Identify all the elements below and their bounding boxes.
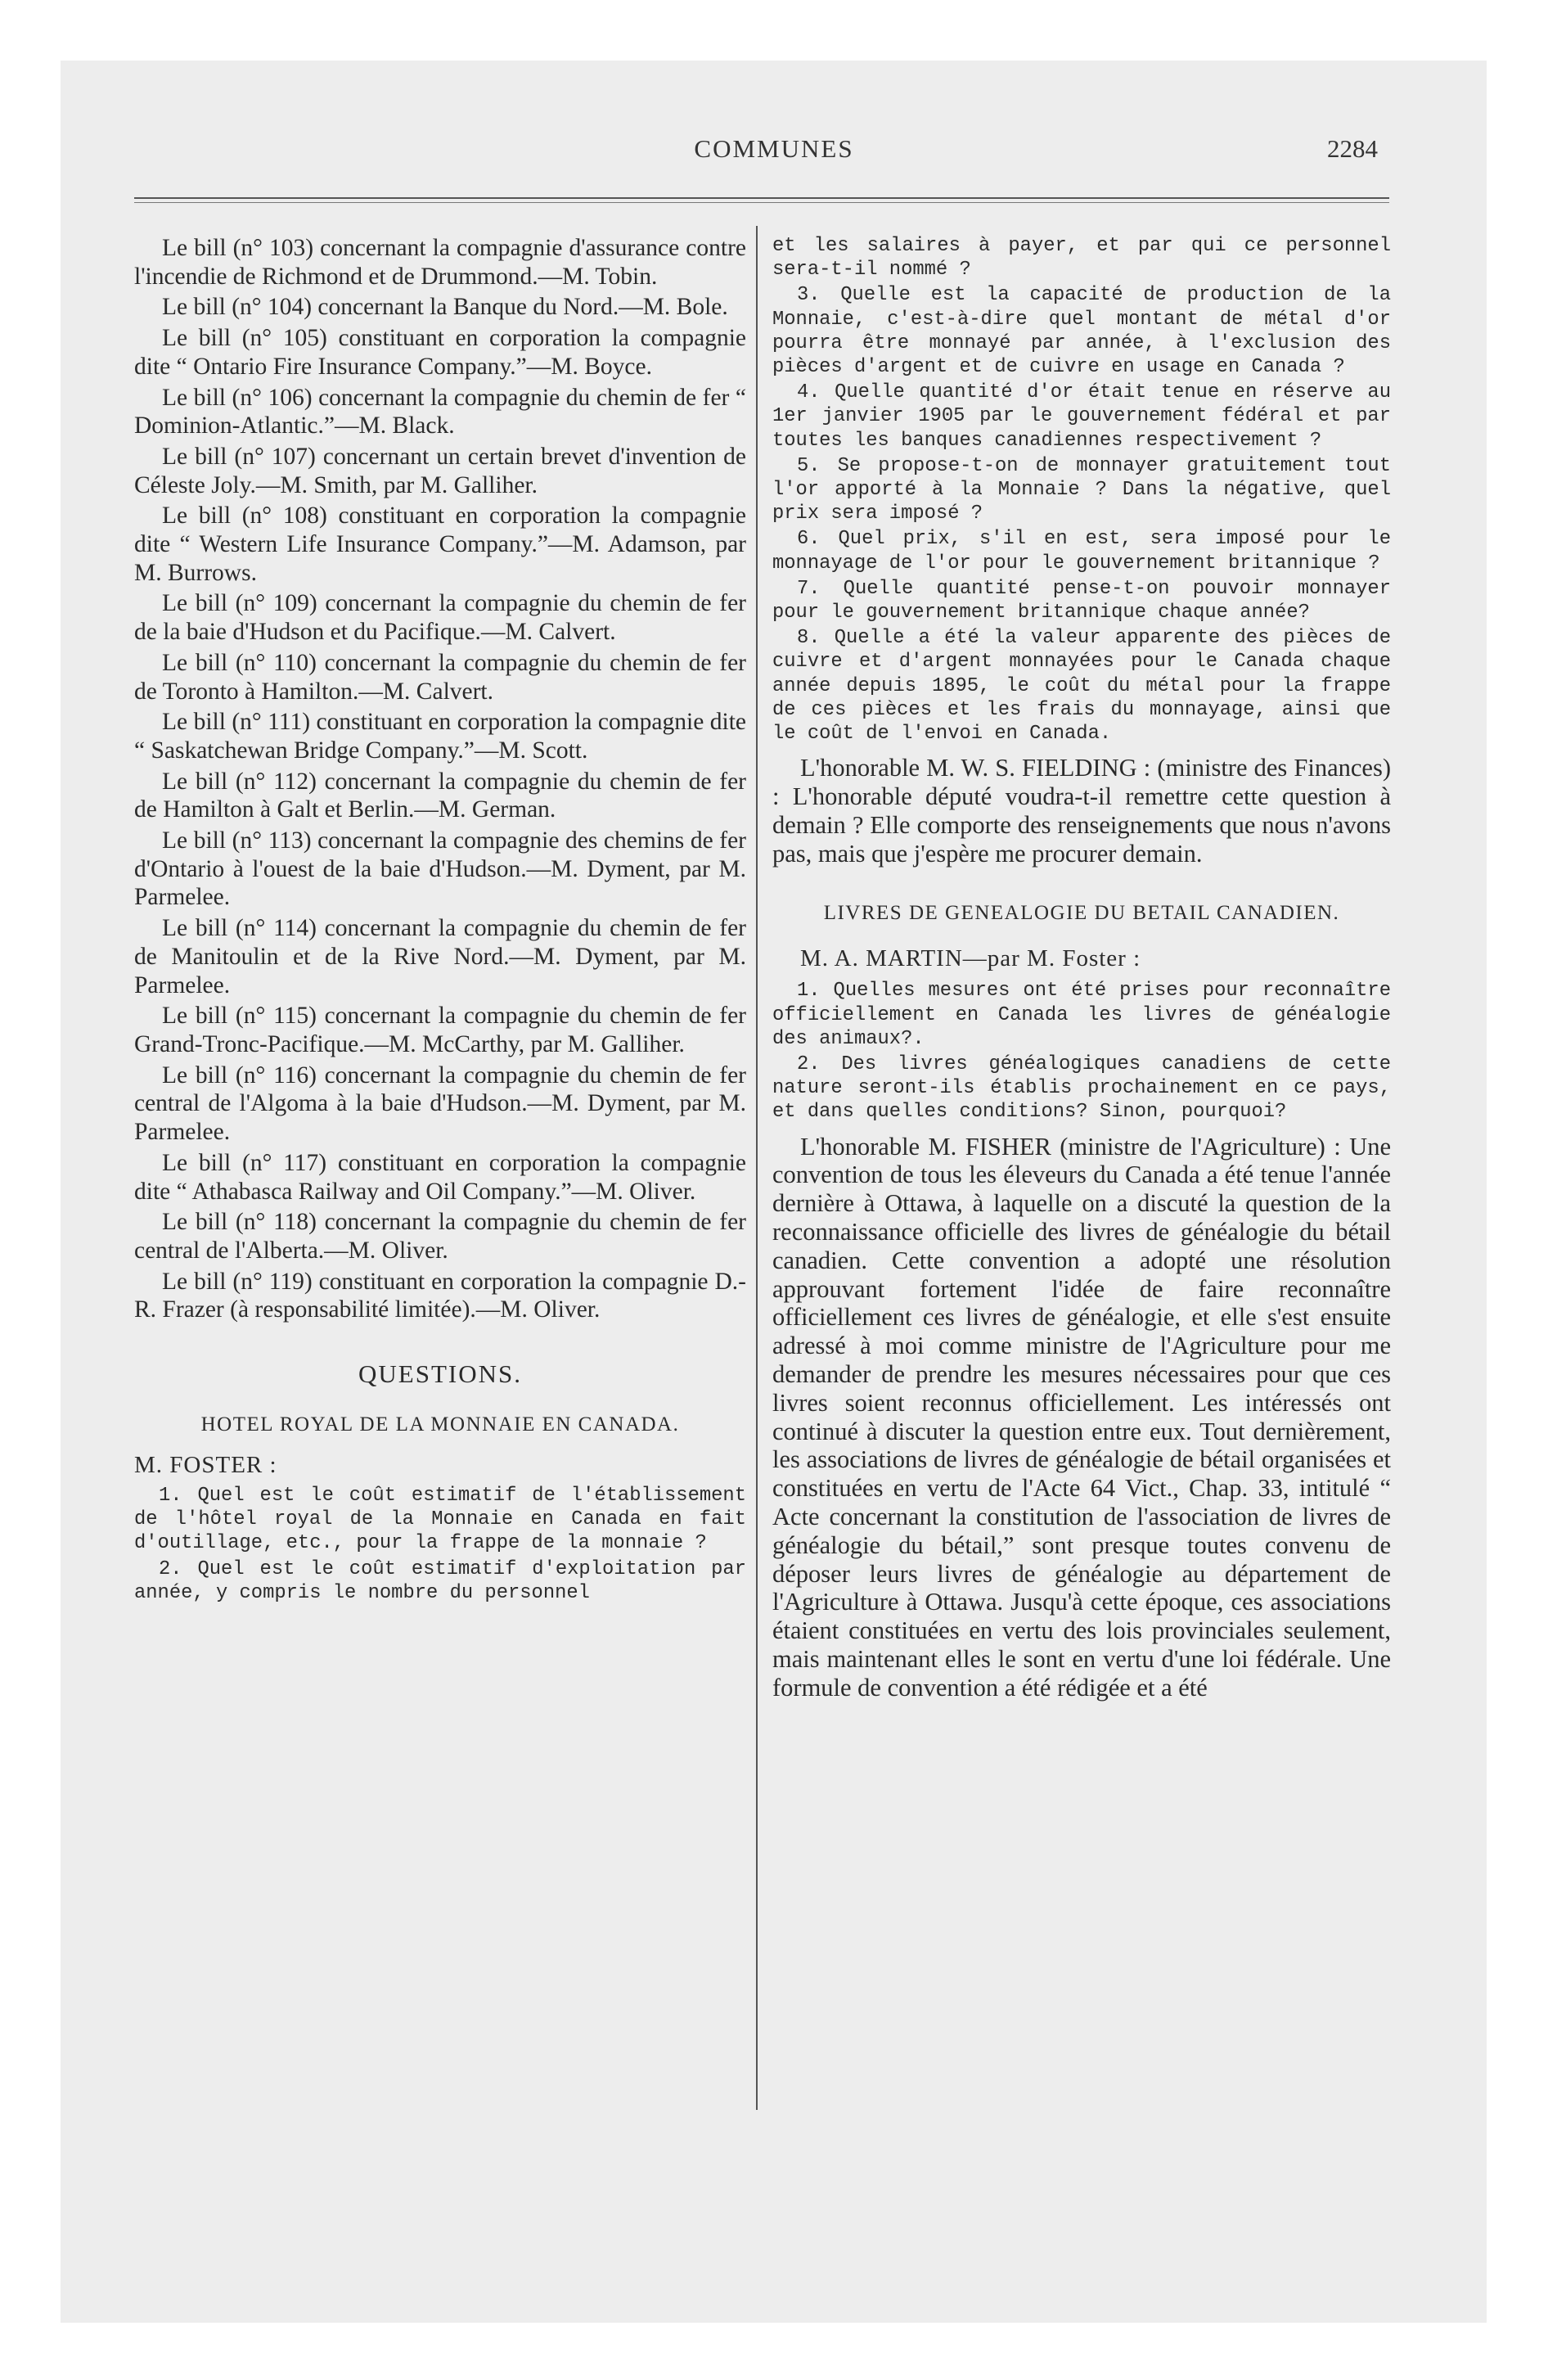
- bill-entry: Le bill (n° 116) concernant la compagnie du chemin de fer central de l'Algoma à la baie d'Hudson.—M. Dyment, par M. Parmelee.: [134, 1062, 746, 1146]
- question-item: 6. Quel prix, s'il en est, sera imposé pour le monnayage de l'or pour le gouvernement britannique ?: [772, 528, 1391, 575]
- speaker-foster: M. FOSTER :: [134, 1452, 277, 1479]
- bill-entry: Le bill (n° 112) concernant la compagnie du chemin de fer de Hamilton à Galt et Berlin.—M. German.: [134, 768, 746, 823]
- question-item: 3. Quelle est la capacité de production de la Monnaie, c'est-à-dire quel montant de métal d'or pourra être monnayé par année, à l'exclusion des pièces d'argent et de cuivre en usage en Canada ?: [772, 284, 1391, 379]
- bill-entry: Le bill (n° 104) concernant la Banque du Nord.—M. Bole.: [162, 294, 728, 321]
- question-item: 5. Se propose-t-on de monnayer gratuitement tout l'or apporté à la Monnaie ? Dans la négative, quel prix sera imposé ?: [772, 454, 1391, 525]
- bill-entry: Le bill (n° 119) constituant en corporation la compagnie D.-R. Frazer (à responsabilité limitée).—M. Oliver.: [134, 1268, 746, 1323]
- bill-entry: Le bill (n° 115) concernant la compagnie du chemin de fer Grand-Tronc-Pacifique.—M. McCarthy, par M. Galliher.: [134, 1003, 746, 1057]
- bill-entry: Le bill (n° 106) concernant la compagnie du chemin de fer “ Dominion-Atlantic.”—M. Black.: [134, 384, 746, 439]
- fisher-reply: L'honorable M. FISHER (ministre de l'Agriculture) : Une convention de tous les éleveurs du Canada a été tenue l'année dernière à Ottawa, à laquelle on a discuté la question de la reconnaissance officielle des livres de généalogie du bétail canadien. Cette convention a adopté une résolution approuvant fortement l'idée de faire reconnaître officiellement ces livres de généalogie, et elle s'est ensuite adressé à moi comme ministre de l'Agriculture pour me demander de prendre les mesures nécessaires pour que ces livres soient reconnus officiellement. Les intéressés ont continué à discuter la question entre eux. Tout dernièrement, les associations de livres de généalogie de bétail organisées et constituées en vertu de l'Acte 64 Vict., Chap. 33, intitulé “ Acte concernant la constitution de l'association de livres de généalogie du bétail,” sont presque toutes convenu de déposer leurs livres de généalogie au département de l'Agriculture à Ottawa. Jusqu'à cette époque, ces associations étaient constituées en vertu des lois provinciales seulement, mais maintenant elles le sont en vertu d'une loi fédérale. Une formule de convention a été rédigée et a été: [772, 1132, 1391, 1702]
- bill-entry: Le bill (n° 111) constituant en corporation la compagnie dite “ Saskatchewan Bridge Company.”—M. Scott.: [134, 709, 746, 764]
- question-item: 1. Quelles mesures ont été prises pour reconnaître officiellement en Canada les livres de généalogie des animaux?.: [772, 980, 1391, 1050]
- hotel-monnaie-heading: HOTEL ROYAL DE LA MONNAIE EN CANADA.: [200, 1413, 680, 1436]
- left-column: [134, 234, 746, 1607]
- question-continuation: et les salaires à payer, et par qui ce personnel sera-t-il nommé ?: [772, 235, 1391, 282]
- fielding-reply: L'honorable M. W. S. FIELDING : (ministre des Finances) : L'honorable député voudra-t-il remettre cette question à demain ? Elle comporte des renseignements que nous n'avons pas, mais que j'espère me procurer demain.: [772, 754, 1391, 868]
- bill-entry: Le bill (n° 117) constituant en corporation la compagnie dite “ Athabasca Railway and Oil Company.”—M. Oliver.: [134, 1149, 746, 1205]
- question-item: 1. Quel est le coût estimatif de l'établissement de l'hôtel royal de la Monnaie en Canada en fait d'outillage, etc., pour la frappe de la monnaie ?: [134, 1485, 746, 1555]
- question-item: 2. Quel est le coût estimatif d'exploitation par année, y compris le nombre du personnel: [134, 1557, 746, 1604]
- question-item: 2. Des livres généalogiques canadiens de cette nature seront-ils établis prochainement en ce pays, et dans quelles conditions? Sinon, pourquoi?: [772, 1053, 1391, 1124]
- questions-heading: QUESTIONS.: [358, 1359, 522, 1389]
- bill-entry: Le bill (n° 105) constituant en corporation la compagnie dite “ Ontario Fire Insurance Company.”—M. Boyce.: [134, 325, 746, 380]
- question-item: 4. Quelle quantité d'or était tenue en réserve au 1er janvier 1905 par le gouvernement fédéral et par toutes les banques canadiennes respectivement ?: [772, 381, 1391, 452]
- right-column: [772, 234, 1391, 1702]
- header-rule: [134, 197, 1389, 203]
- bill-entry: Le bill (n° 113) concernant la compagnie des chemins de fer d'Ontario à l'ouest de la baie d'Hudson.—M. Dyment, par M. Parmelee.: [134, 827, 746, 911]
- bill-entry: Le bill (n° 114) concernant la compagnie du chemin de fer de Manitoulin et de la Rive Nord.—M. Dyment, par M. Parmelee.: [134, 915, 746, 998]
- column-divider: [756, 226, 758, 2110]
- bill-entry: Le bill (n° 109) concernant la compagnie du chemin de fer de la baie d'Hudson et du Pacifique.—M. Calvert.: [134, 590, 746, 646]
- speaker-martin: M. A. MARTIN—par M. Foster :: [800, 945, 1141, 972]
- bill-entry: Le bill (n° 118) concernant la compagnie du chemin de fer central de l'Alberta.—M. Oliver.: [134, 1209, 746, 1264]
- page-title: COMMUNES: [694, 134, 854, 163]
- bill-entry: Le bill (n° 107) concernant un certain brevet d'invention de Céleste Joly.—M. Smith, par M. Galliher.: [134, 443, 746, 498]
- livres-genealogie-heading: LIVRES DE GENEALOGIE DU BETAIL CANADIEN.: [823, 902, 1340, 925]
- bill-entry: Le bill (n° 108) constituant en corporation la compagnie dite “ Western Life Insurance Company.”—M. Adamson, par M. Burrows.: [134, 503, 746, 586]
- question-item: 8. Quelle a été la valeur apparente des pièces de cuivre et d'argent monnayées pour le Canada chaque année depuis 1895, le coût du métal pour la frappe de ces pièces et les frais du monnayage, ainsi que le coût de l'envoi en Canada.: [772, 627, 1391, 746]
- page-number: 2284: [1327, 134, 1378, 163]
- bill-entry: Le bill (n° 103) concernant la compagnie d'assurance contre l'incendie de Richmond et de Drummond.—M. Tobin.: [134, 235, 746, 290]
- question-item: 7. Quelle quantité pense-t-on pouvoir monnayer pour le gouvernement britannique chaque année?: [772, 577, 1391, 624]
- bill-entry: Le bill (n° 110) concernant la compagnie du chemin de fer de Toronto à Hamilton.—M. Calvert.: [134, 649, 746, 705]
